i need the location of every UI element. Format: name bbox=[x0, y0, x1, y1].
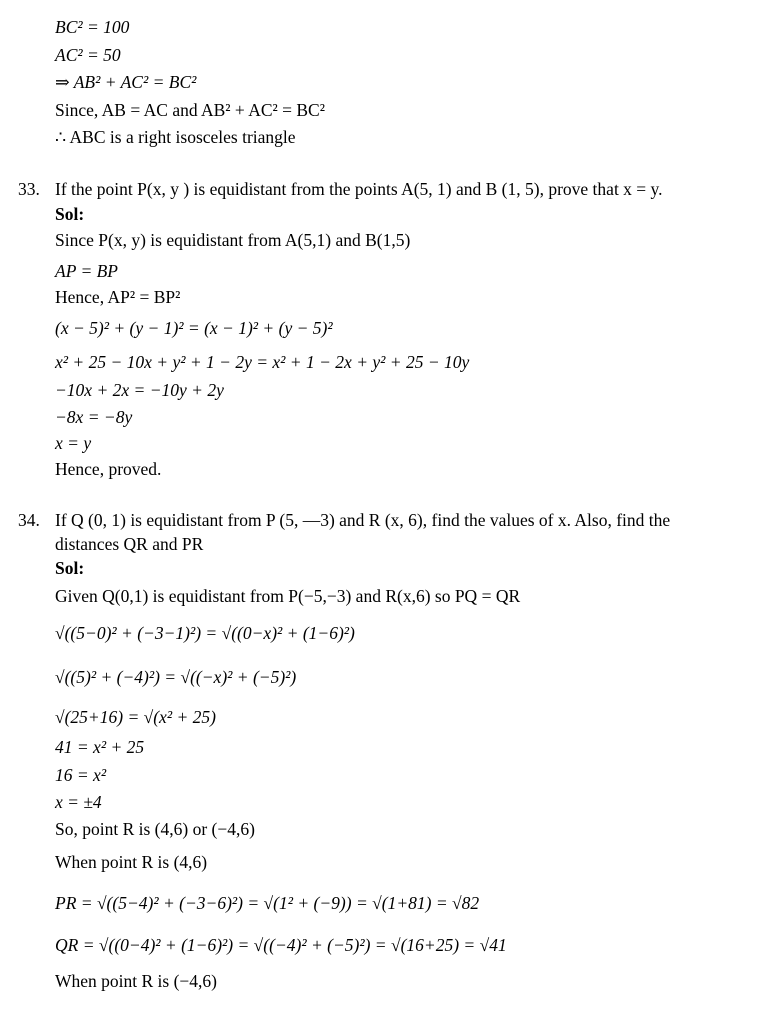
math-line: PR = √((5−4)² + (−3−6)²) = √(1² + (−9)) = √(1+81) = √82 bbox=[55, 893, 480, 913]
question-text: If the point P(x, y ) is equidistant from the points A(5, 1) and B (1, 5), prove that x = y. bbox=[55, 179, 663, 199]
sol-label: Sol: bbox=[55, 558, 85, 578]
math-line: −10x + 2x = −10y + 2y bbox=[55, 380, 224, 400]
math-line: √(25+16) = √(x² + 25) bbox=[55, 707, 216, 727]
question-text: If Q (0, 1) is equidistant from P (5, —3) and R (x, 6), find the values of x. Also, find the bbox=[55, 510, 671, 530]
math-line: x = ±4 bbox=[55, 792, 102, 812]
solution-line: When point R is (−4,6) bbox=[55, 971, 218, 991]
question-text: distances QR and PR bbox=[55, 534, 204, 554]
math-line: ∴ ABC is a right isosceles triangle bbox=[55, 127, 296, 147]
math-line: AC² = 50 bbox=[55, 45, 121, 65]
solution-line: Given Q(0,1) is equidistant from P(−5,−3) and R(x,6) so PQ = QR bbox=[55, 586, 521, 606]
math-line: 41 = x² + 25 bbox=[55, 737, 145, 757]
sol-label: Sol: bbox=[55, 204, 85, 224]
math-line: √((5)² + (−4)²) = √((−x)² + (−5)²) bbox=[55, 667, 297, 687]
math-line: √((5−0)² + (−3−1)²) = √((0−x)² + (1−6)²) bbox=[55, 623, 355, 643]
math-line: QR = √((0−4)² + (1−6)²) = √((−4)² + (−5)²) = √(16+25) = √41 bbox=[55, 935, 507, 955]
math-line: 16 = x² bbox=[55, 765, 107, 785]
question-number: 33. bbox=[18, 179, 40, 199]
math-line: BC² = 100 bbox=[55, 17, 130, 37]
solution-line: Since P(x, y) is equidistant from A(5,1) and B(1,5) bbox=[55, 230, 411, 250]
math-line: ⇒ AB² + AC² = BC² bbox=[55, 72, 197, 92]
math-line: −8x = −8y bbox=[55, 407, 133, 427]
math-line: AP = BP bbox=[55, 261, 119, 281]
math-line: (x − 5)² + (y − 1)² = (x − 1)² + (y − 5)² bbox=[55, 318, 333, 338]
solution-line: So, point R is (4,6) or (−4,6) bbox=[55, 819, 255, 839]
solution-line: When point R is (4,6) bbox=[55, 852, 208, 872]
math-line: x² + 25 − 10x + y² + 1 − 2y = x² + 1 − 2x + y² + 25 − 10y bbox=[55, 352, 470, 372]
math-line: Since, AB = AC and AB² + AC² = BC² bbox=[55, 100, 325, 120]
math-line: Hence, AP² = BP² bbox=[55, 287, 181, 307]
question-number: 34. bbox=[18, 510, 40, 530]
math-line: x = y bbox=[55, 433, 92, 453]
solution-line: Hence, proved. bbox=[55, 459, 162, 479]
